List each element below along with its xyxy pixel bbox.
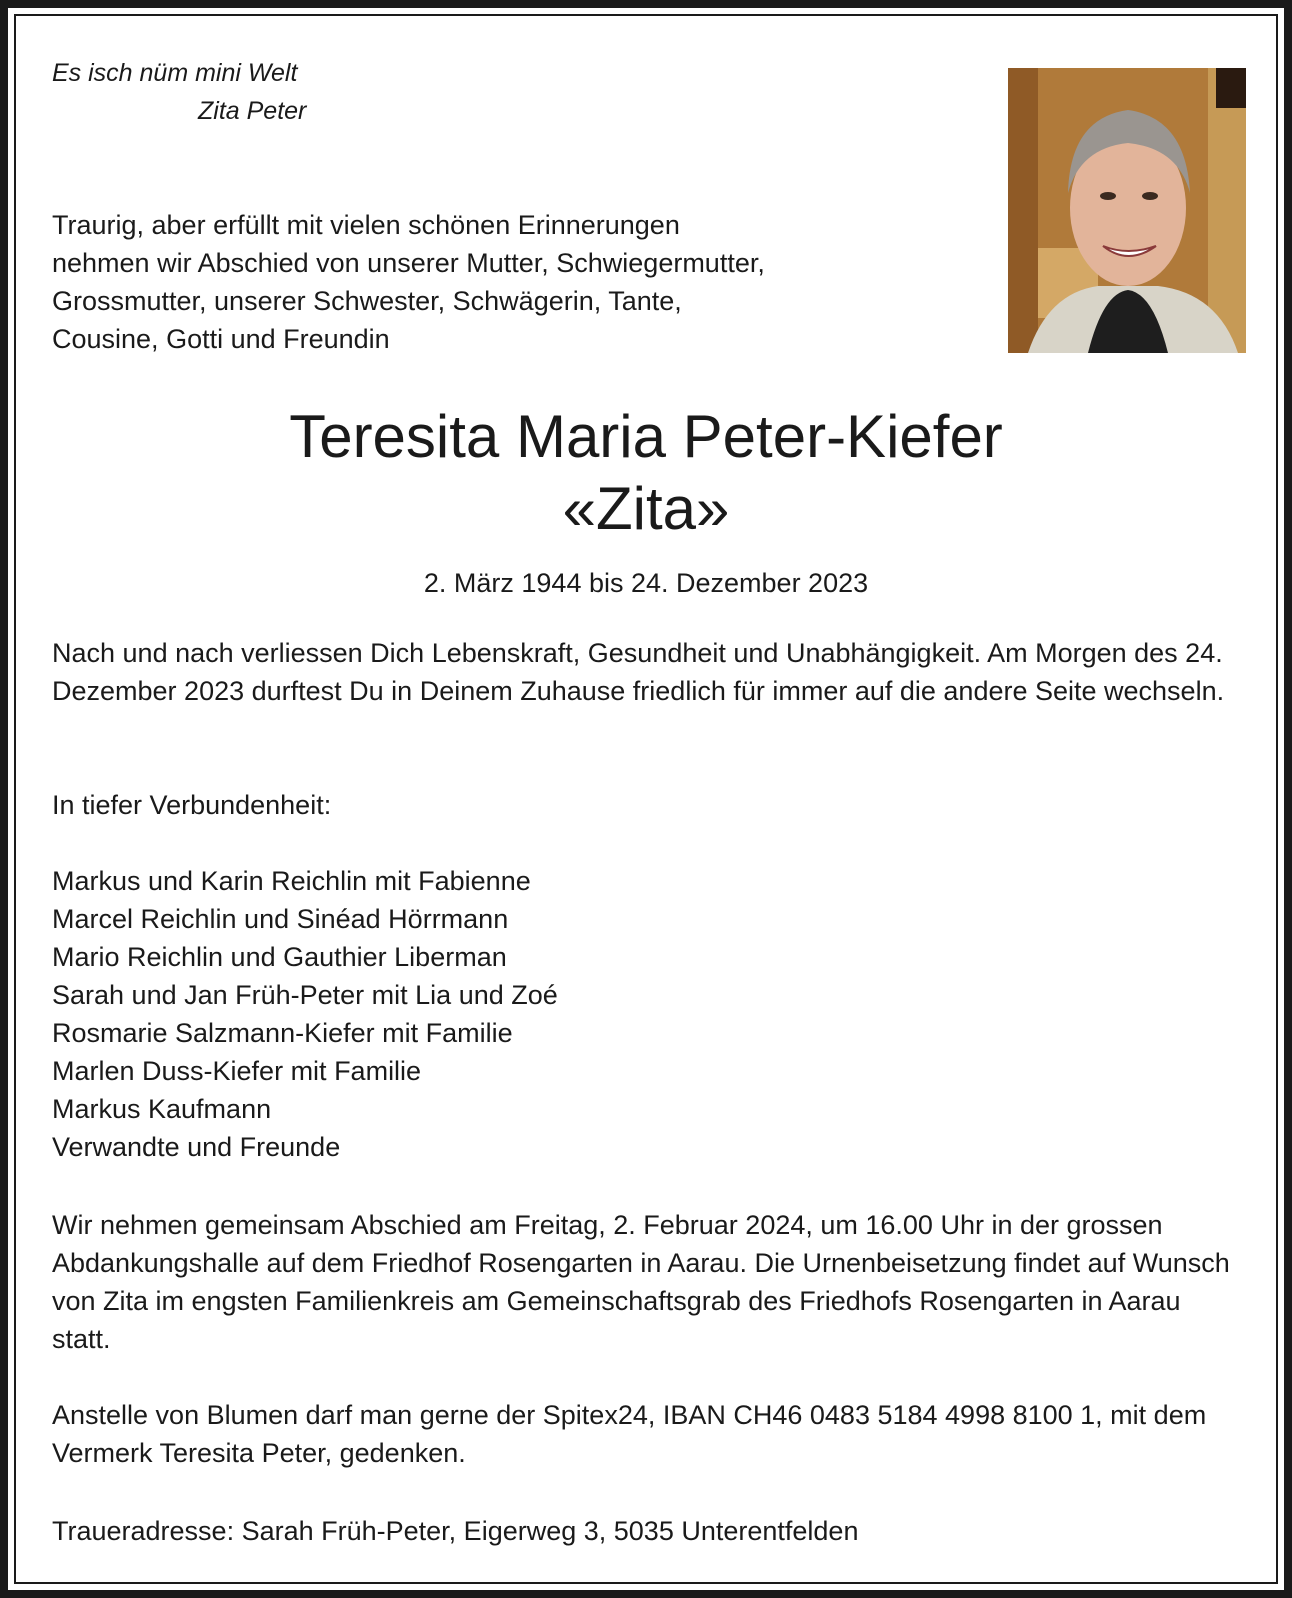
mourner-item: Markus und Karin Reichlin mit Fabienne [52,866,531,896]
ceremony-paragraph: Wir nehmen gemeinsam Abschied am Freitag, 2. Februar 2024, um 16.00 Uhr in der grossen Abdankungshalle auf dem Friedhof Rosengarten in Aarau. Die Urnenbeisetzung findet auf Wunsch von Zita im engsten Familienkreis am Gemeinschaftsgrab des Friedhofs Rosengarten in Aarau statt. [52,1210,1230,1354]
mourner-item: Marcel Reichlin und Sinéad Hörrmann [52,904,509,934]
motto-author: Zita Peter [198,97,307,125]
mourner-item: Sarah und Jan Früh-Peter mit Lia und Zoé [52,980,558,1010]
motto-line: Es isch nüm mini Welt [52,59,298,87]
life-dates: 2. März 1944 bis 24. Dezember 2023 [423,568,869,598]
mourner-item: Rosmarie Salzmann-Kiefer mit Familie [52,1018,513,1048]
mourning-address: Traueradresse: Sarah Früh-Peter, Eigerweg 3, 5035 Unterentfelden [52,1516,859,1546]
intro-line-3: Grossmutter, unserer Schwester, Schwägerin, Tante, [52,286,682,316]
deceased-nickname: «Zita» [562,475,730,542]
mourner-item: Markus Kaufmann [52,1094,272,1124]
motto-quote [52,54,306,130]
intro-text [52,206,765,358]
portrait-photo [1008,68,1246,353]
verbundenheit-line: In tiefer Verbundenheit: [52,790,332,820]
mourner-item: Mario Reichlin und Gauthier Liberman [52,942,507,972]
passing-paragraph: Nach und nach verliessen Dich Lebenskraft, Gesundheit und Unabhängigkeit. Am Morgen des 24. Dezember 2023 durftest Du in Deinem Zuhause friedlich für immer auf die andere Seite wechseln. [52,638,1225,706]
donation-paragraph: Anstelle von Blumen darf man gerne der Spitex24, IBAN CH46 0483 5184 4998 8100 1, mit dem Vermerk Teresita Peter, gedenken. [52,1400,1207,1468]
deceased-name-block [0,402,1292,602]
mourner-item: Verwandte und Freunde [52,1132,341,1162]
intro-line-2: nehmen wir Abschied von unserer Mutter, Schwiegermutter, [52,248,765,278]
intro-line-4: Cousine, Gotti und Freundin [52,324,390,354]
mourners-list [52,862,558,1166]
mourner-item: Marlen Duss-Kiefer mit Familie [52,1056,422,1086]
intro-line-1: Traurig, aber erfüllt mit vielen schönen Erinnerungen [52,210,680,240]
deceased-full-name: Teresita Maria Peter-Kiefer [289,403,1003,470]
